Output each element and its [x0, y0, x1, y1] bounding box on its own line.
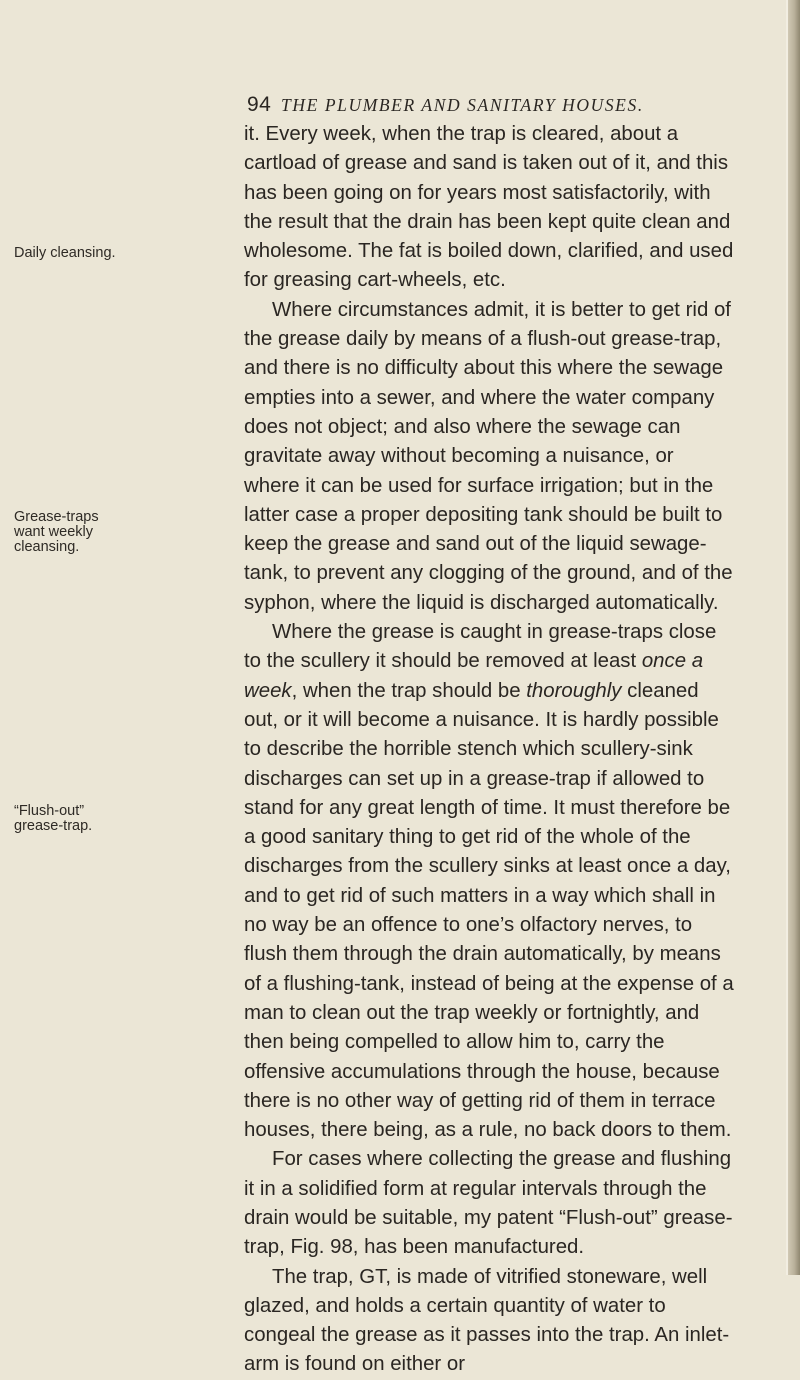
page-edge — [786, 0, 800, 1275]
running-header — [247, 93, 727, 121]
paragraph: it. Every week, when the trap is cleared, about a cartload of grease and sand is taken out of it, and this has been going on for years most satisfactorily, with the result that the drain has been kept quite clean and wholesome. The fat is boiled down, clarified, and used for greasing cart-wheels, etc. — [244, 123, 734, 292]
paragraph-text: , when the trap should be — [291, 679, 527, 702]
paragraph-text: Where the grease is caught in grease-traps close to the scullery it should be removed at least — [244, 621, 717, 673]
paragraph — [244, 618, 734, 1145]
running-title: THE PLUMBER AND SANITARY HOUSES. — [281, 95, 644, 115]
margin-note-flush-out: “Flush-out” grease-trap. — [14, 803, 93, 834]
margin-note-grease-traps: Grease-traps want weekly cleansing. — [14, 509, 99, 555]
margin-note-daily: Daily cleansing. — [14, 245, 116, 261]
paragraph: Where circumstances admit, it is better to get rid of the grease daily by means of a flush-out grease-trap, and there is no difficulty about this where the sewage empties into a sewer, and where the water company does not object; and also where the sewage can gravitate away without becoming a nuisance, or where it can be used for surface irrigation; but in the latter case a proper depositing tank should be built to keep the grease and sand out of the liquid sewage-tank, to prevent any clogging of the ground, and of the syphon, where the liquid is discharged automatically. — [244, 298, 733, 614]
page-number: 94 — [247, 93, 272, 116]
paragraph: For cases where collecting the grease and flushing it in a solidified form at regular intervals through the drain would be suitable, my patent “Flush-out” grease-trap, Fig. 98, has been manufactured. — [244, 1148, 733, 1259]
emphasis-text: once a week — [244, 650, 704, 702]
emphasis-text: thoroughly — [526, 679, 622, 702]
paragraph: The trap, GT, is made of vitrified stoneware, well glazed, and holds a certain quantity of water to congeal the grease as it passes into the trap. An inlet-arm is found on either or — [244, 1265, 730, 1376]
body-text — [244, 120, 734, 1380]
paragraph-text: cleaned out, or it will become a nuisance. It is hardly possible to describe the horrible stench which scullery-sink discharges can set up in a grease-trap if allowed to stand for any great length of time. It must therefore be a good sanitary thing to get rid of the whole of the discharges from the scullery sinks at least once a day, and to get rid of such matters in a way which shall in no way be an offence to one’s olfactory nerves, to flush them through the drain automatically, by means of a flushing-tank, instead of being at the expense of a man to clean out the trap weekly or fortnightly, and then being compelled to allow him to, carry the offensive accumulations through the house, because there is no other way of getting rid of them in terrace houses, there being, as a rule, no back doors to them. — [244, 679, 734, 1142]
